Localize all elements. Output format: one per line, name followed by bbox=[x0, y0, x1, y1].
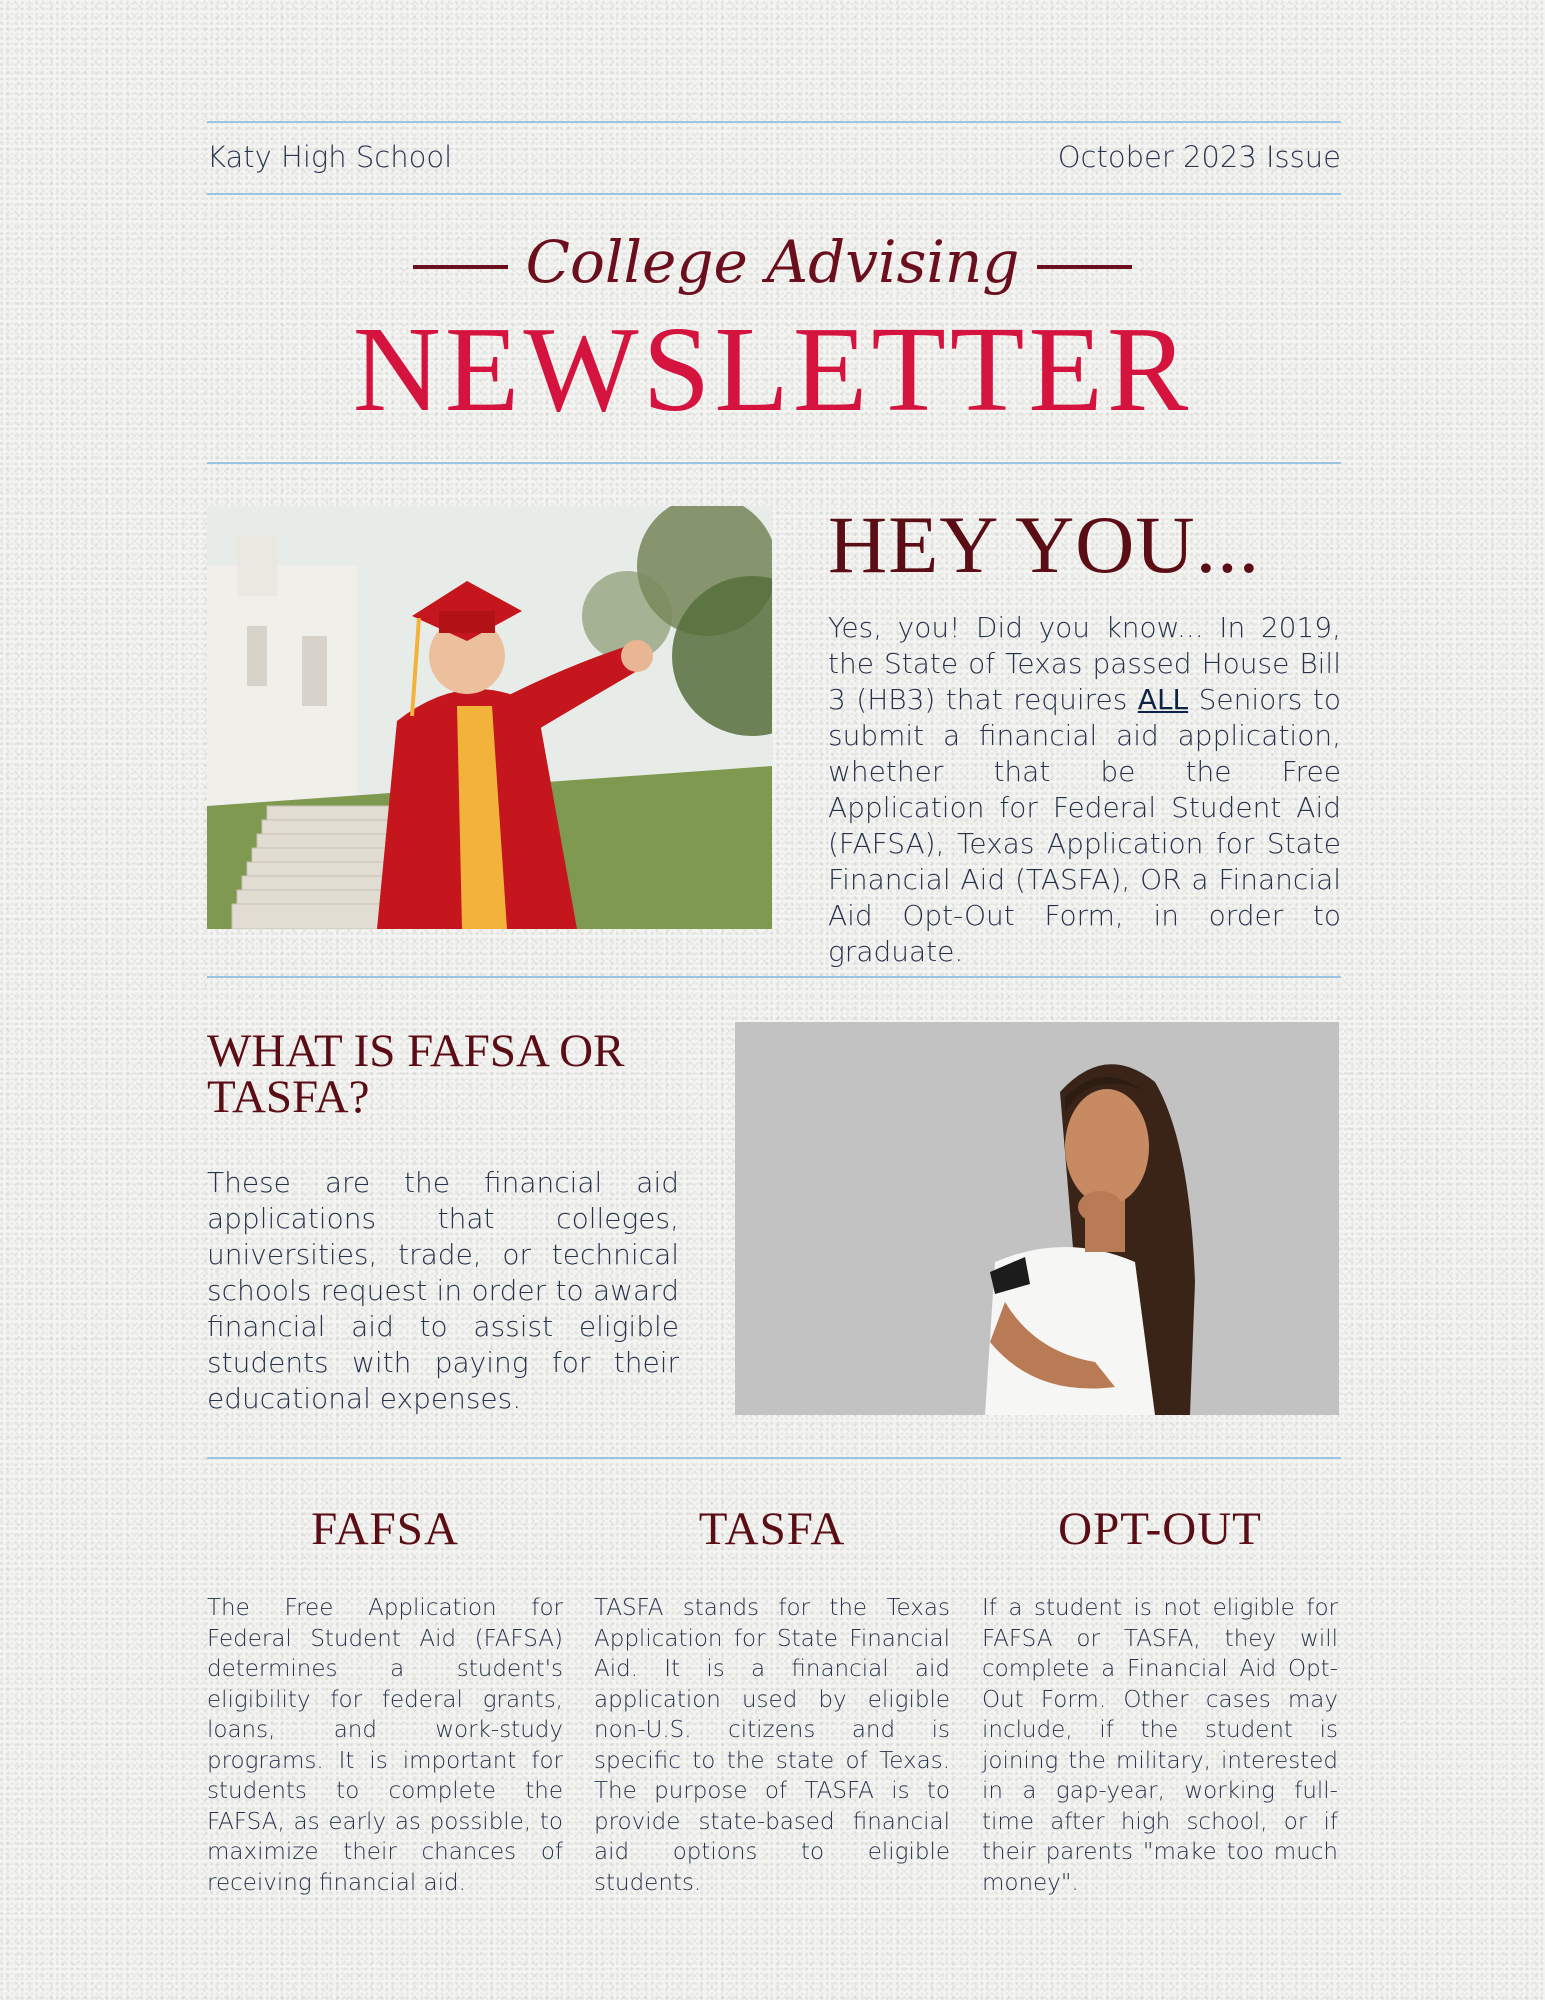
hey-body-part1: Yes, you! Did you know... In 2019, the State of Texas passed House Bill 3 (HB3) that requires bbox=[828, 611, 1341, 716]
fafsa-column-heading: FAFSA bbox=[311, 1503, 459, 1555]
header-bottom-rule bbox=[207, 193, 1341, 195]
tasfa-column-body: TASFA stands for the Texas Application for State Financial Aid. It is a financial aid application used by eligible non-U.S. citizens and is specific to the state of Texas. The purpose of TASFA is to provide state-based financial aid options to eligible students. bbox=[594, 1595, 950, 1896]
left-dash-decoration bbox=[413, 265, 508, 269]
subtitle-text: College Advising bbox=[525, 228, 1020, 296]
section-rule-2 bbox=[207, 1457, 1341, 1459]
issue-date: October 2023 Issue bbox=[1057, 140, 1341, 174]
masthead-rule bbox=[207, 462, 1341, 464]
fafsa-column-body: The Free Application for Federal Student Aid (FAFSA) determines a student's eligibility for federal grants, loans, and work-study programs. It is important for students to complete the FAFSA, as early as possible, to maximize their chances of receiving financial aid. bbox=[207, 1595, 563, 1896]
masthead-subtitle bbox=[0, 228, 1545, 296]
what-is-heading: WHAT IS FAFSA OR TASFA? bbox=[207, 1025, 625, 1123]
school-name: Katy High School bbox=[207, 140, 453, 174]
right-dash-decoration bbox=[1037, 265, 1132, 269]
hey-body-part2: Seniors to submit a financial aid application, whether that be the Free Application for Federal Student Aid (FAFSA), Texas Application for State Financial Aid (TASFA), OR a Financial Aid Opt-Out Form, in order to graduate. bbox=[828, 683, 1341, 968]
graduate-illustration bbox=[207, 506, 772, 929]
tasfa-column-heading: TASFA bbox=[698, 1503, 846, 1555]
section-rule-1 bbox=[207, 976, 1341, 978]
what-is-body: These are the financial aid applications that colleges, universities, trade, or technical schools request in order to award financial aid to assist eligible students with paying for their educational expenses. bbox=[207, 1166, 679, 1415]
header-top-rule bbox=[207, 121, 1341, 123]
graduate-photo bbox=[207, 506, 772, 929]
hey-you-heading: HEY YOU... bbox=[828, 499, 1261, 590]
opt-out-column-heading: OPT-OUT bbox=[1058, 1503, 1262, 1555]
masthead-title: NEWSLETTER bbox=[352, 302, 1193, 437]
woman-illustration bbox=[735, 1022, 1339, 1415]
thinking-woman-photo bbox=[735, 1022, 1339, 1415]
hey-you-body bbox=[828, 610, 1341, 970]
opt-out-column-body: If a student is not eligible for FAFSA or TASFA, they will complete a Financial Aid Opt-Out Form. Other cases may include, if the student is joining the military, interested in a gap-year, working full-time after high school, or if their parents "make too much money". bbox=[982, 1595, 1338, 1896]
hey-body-emphasis: ALL bbox=[1137, 683, 1189, 716]
